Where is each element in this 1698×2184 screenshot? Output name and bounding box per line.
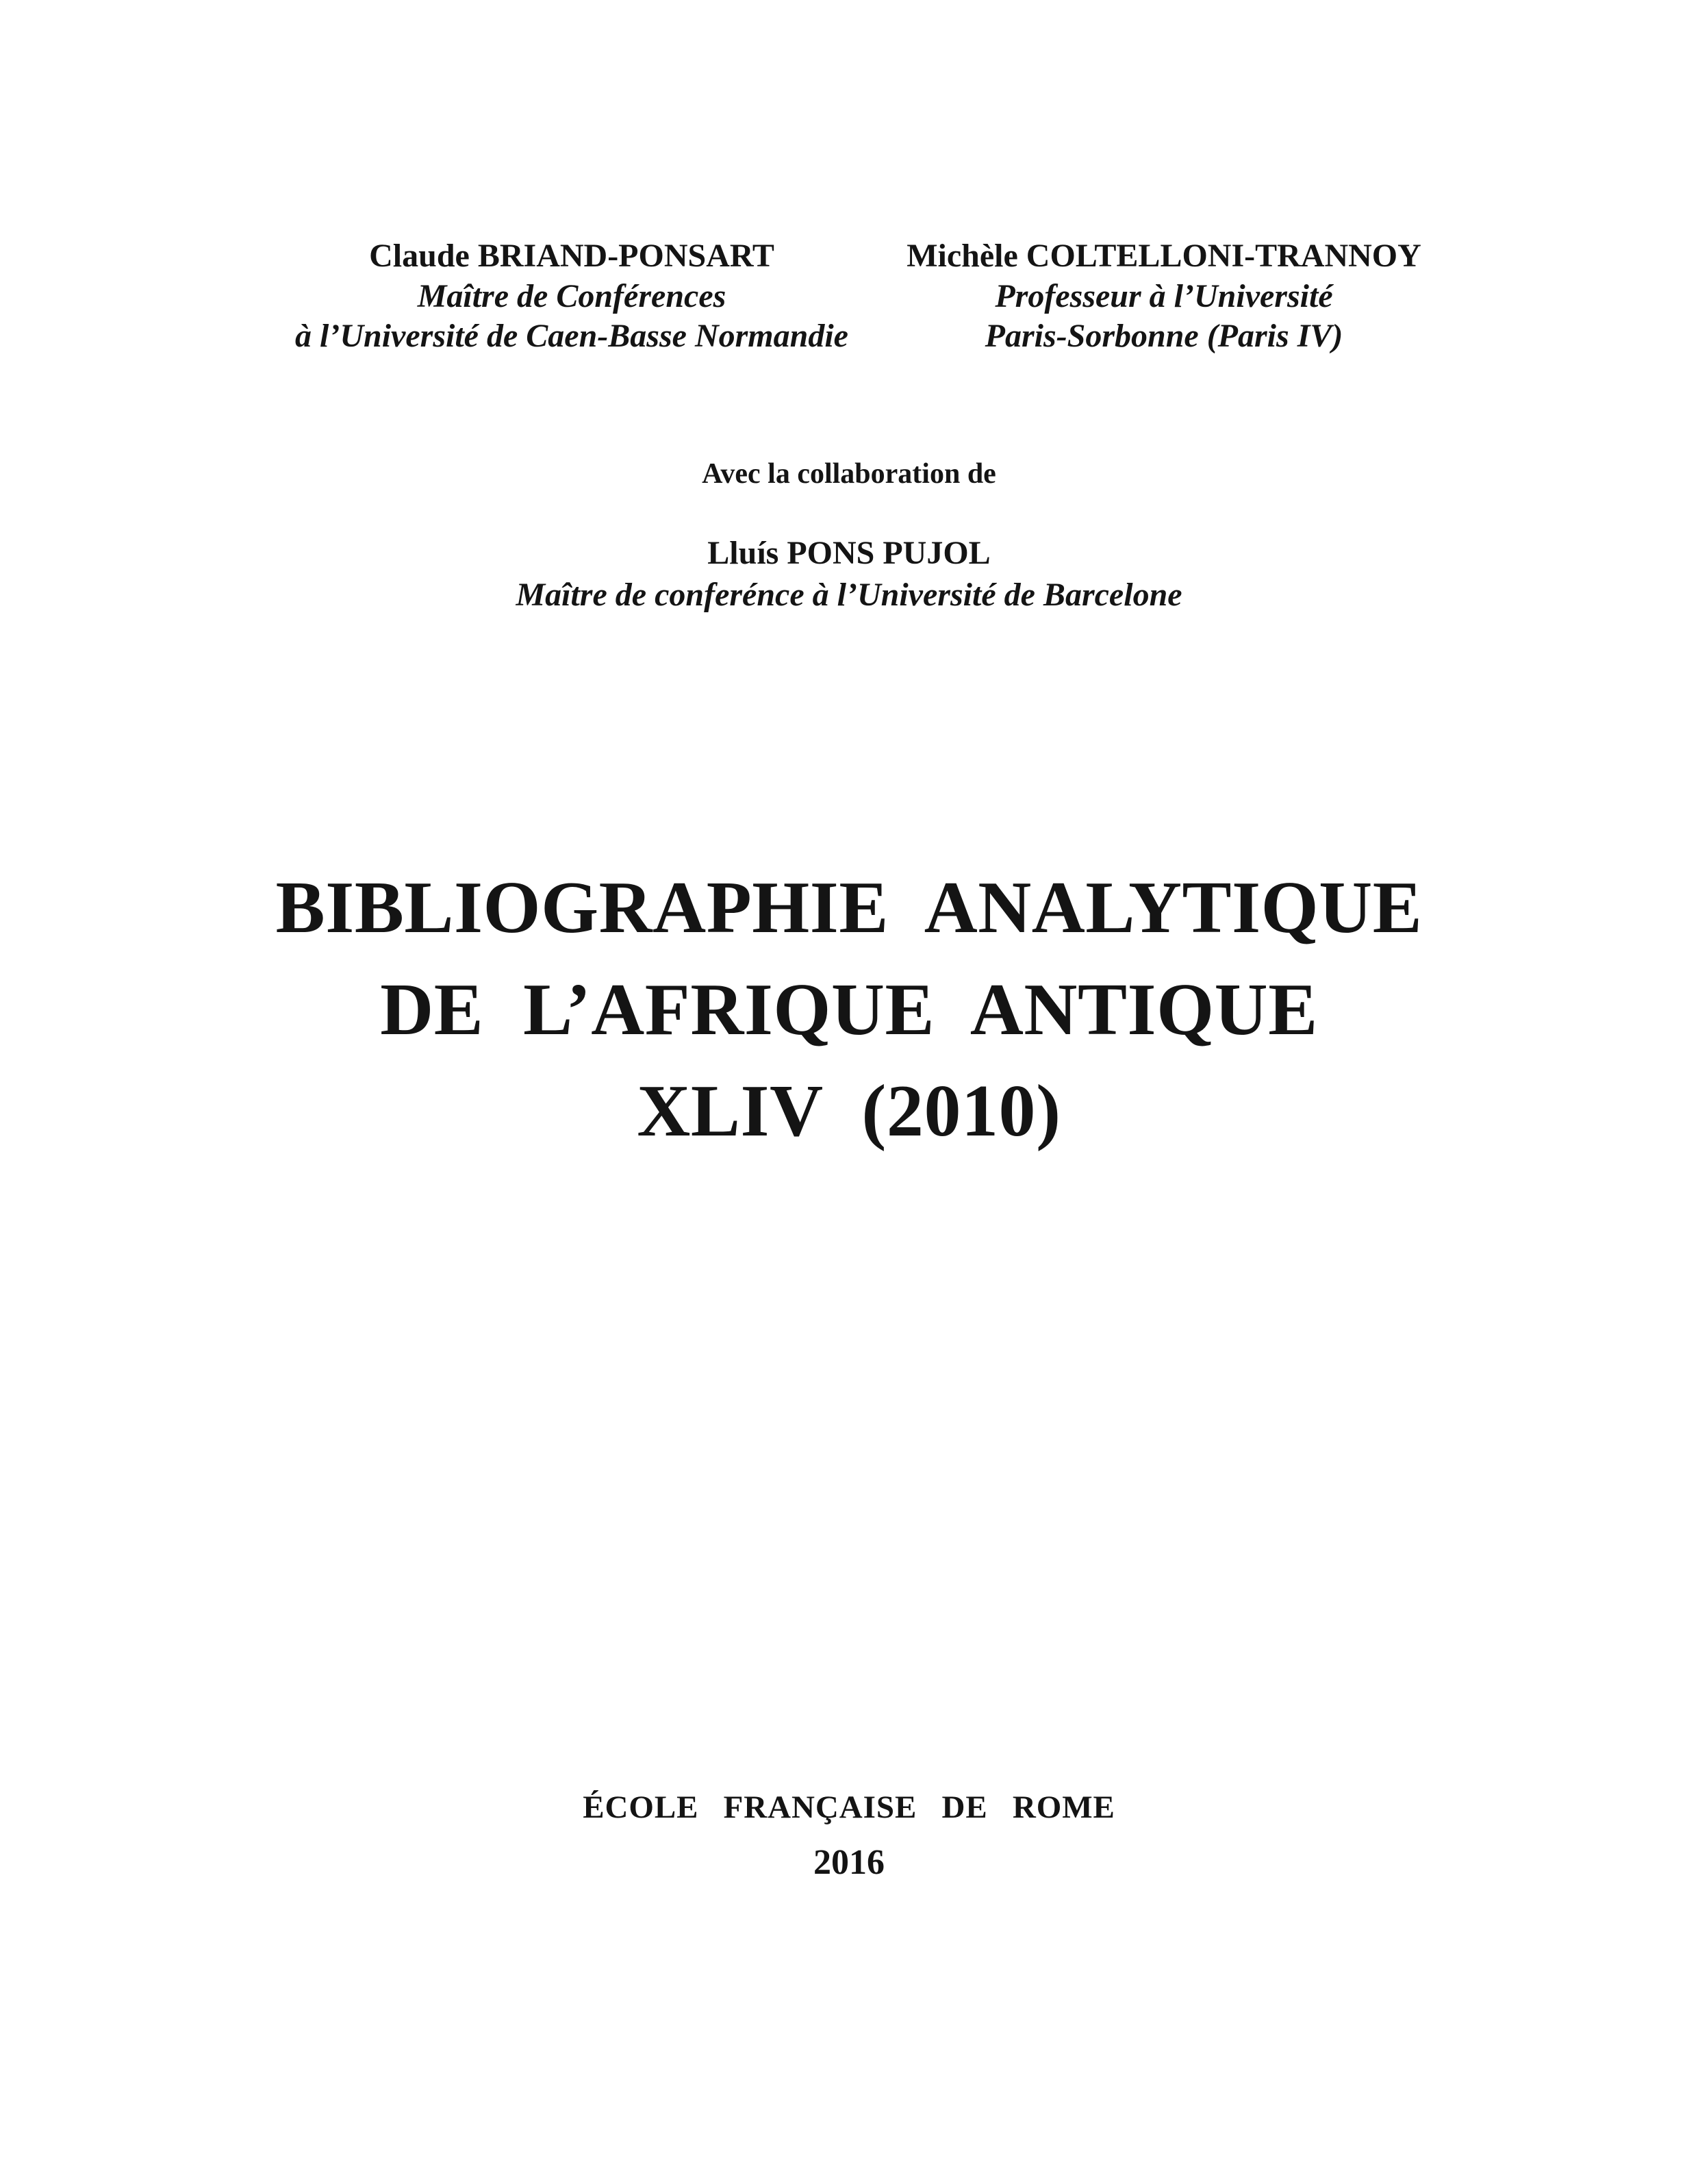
book-title-line-3: XLIV (2010) (637, 1070, 1061, 1152)
author-left-affiliation: à l’Université de Caen-Basse Normandie (295, 318, 848, 355)
author-left-role: Maître de Conférences (417, 277, 726, 314)
publication-year: 2016 (813, 1843, 885, 1882)
author-right-role: Professeur à l’Université (995, 277, 1333, 314)
book-title (0, 857, 1698, 1163)
author-right-affiliation: Paris-Sorbonne (Paris IV) (985, 318, 1343, 355)
collaboration-intro: Avec la collaboration de (702, 458, 996, 490)
book-title-line-1: BIBLIOGRAPHIE ANALYTIQUE (275, 867, 1423, 949)
collaborator-name: Lluís PONS PUJOL (707, 535, 991, 571)
author-right-name: Michèle COLTELLONI-TRANNOY (907, 238, 1421, 274)
collaborator-role: Maître de conferénce à l’Université de Barcelone (516, 577, 1182, 613)
publisher-name: ÉCOLE FRANÇAISE DE ROME (583, 1790, 1115, 1825)
author-left-name: Claude BRIAND-PONSART (369, 238, 774, 274)
author-right-block (753, 236, 1575, 357)
book-title-line-2: DE L’AFRIQUE ANTIQUE (380, 968, 1318, 1051)
